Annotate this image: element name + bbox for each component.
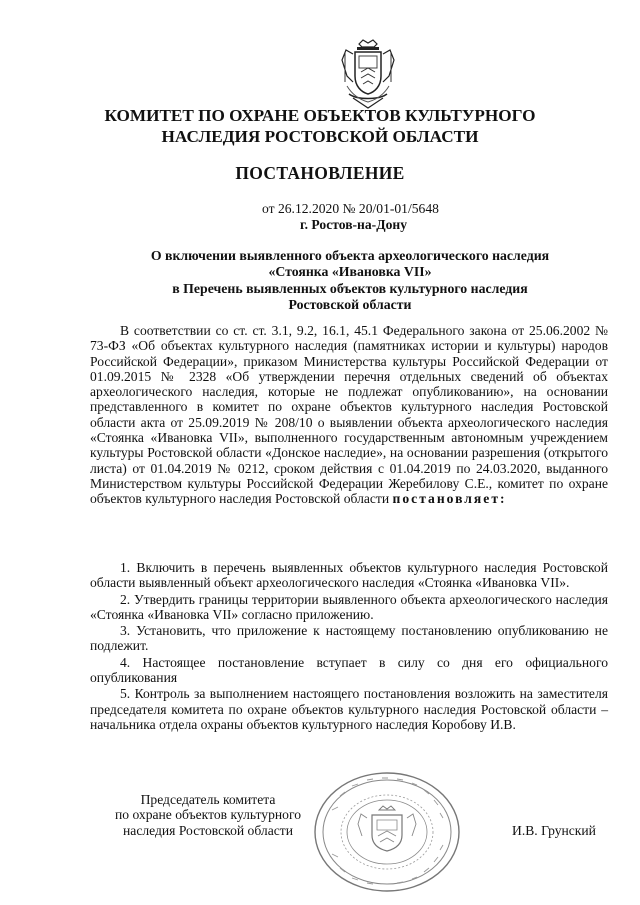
- title-line-4: Ростовской области: [288, 296, 412, 312]
- preamble: [90, 323, 608, 507]
- coat-of-arms-icon: [337, 38, 399, 112]
- resolution-item-4: 4. Настоящее постановление вступает в силу со дня его официального опубликования: [90, 654, 608, 686]
- preamble-text: В соответствии со ст. ст. 3.1, 9.2, 16.1, 45.1 Федерального закона от 25.06.2002 № 73-ФЗ «Об объектах культурного наследия (памятниках истории и культуры) народов Российской Федерации», приказом Министерства культуры Российской Федерации от 01.09.2015 № 2328 «Об утверждении перечня отдельных сведений об объектах археологического наследия, которые не подлежат опубликованию», на основании представленного в комитет по охране объектов культурного наследия Ростовской области акта от 25.09.2019 № 208/10 о выявлении объекта археологического наследия «Стоянка «Ивановка VII», выполненного государственным автономным учреждением культуры Ростовской области «Донское наследие», на основании разрешения (открытого листа) от 01.04.2019 № 0212, сроком действия с 01.04.2019 по 24.03.2020, выданного Министерством культуры Российской Федерации Жеребилову С.Е., комитет по охране объектов культурного наследия Ростовской области: [90, 323, 608, 507]
- signatory-name: И.В. Грунский: [512, 823, 596, 838]
- resolves-word: постановляет:: [392, 491, 507, 507]
- official-seal-icon: [312, 770, 462, 893]
- resolution-item-1: 1. Включить в перечень выявленных объектов культурного наследия Ростовской области выявленный объект археологического наследия «Стоянка «Ивановка VII».: [90, 560, 608, 591]
- document-type: ПОСТАНОВЛЕНИЕ: [235, 163, 405, 183]
- document-title: [120, 248, 580, 313]
- city: г. Ростов-на-Дону: [300, 217, 407, 232]
- organization-name: [60, 105, 580, 147]
- resolution-item-3: 3. Установить, что приложение к настоящему постановлению опубликованию не подлежит.: [90, 623, 608, 654]
- date-number: от 26.12.2020 № 20/01-01/5648: [262, 201, 439, 216]
- title-line-3: в Перечень выявленных объектов культурного наследия: [172, 280, 528, 296]
- resolution-item-5: 5. Контроль за выполнением настоящего постановления возложить на заместителя председателя комитета по охране объектов культурного наследия Ростовской области – начальника отдела охраны объектов культурного наследия Коробову И.В.: [90, 686, 608, 732]
- position-line-1: Председатель комитета: [140, 792, 276, 807]
- org-line-2: НАСЛЕДИЯ РОСТОВСКОЙ ОБЛАСТИ: [161, 127, 479, 146]
- title-line-2: «Стоянка «Ивановка VII»: [268, 264, 432, 280]
- signatory-position: [88, 792, 328, 838]
- title-line-1: О включении выявленного объекта археологического наследия: [150, 248, 550, 263]
- org-line-1: КОМИТЕТ ПО ОХРАНЕ ОБЪЕКТОВ КУЛЬТУРНОГО: [104, 106, 536, 125]
- position-line-2: по охране объектов культурного: [114, 807, 302, 823]
- position-line-3: наследия Ростовской области: [123, 822, 293, 838]
- resolution-items: [90, 560, 608, 732]
- resolution-item-2: 2. Утвердить границы территории выявленного объекта археологического наследия «Стоянка «Ивановка VII» согласно приложению.: [90, 591, 608, 622]
